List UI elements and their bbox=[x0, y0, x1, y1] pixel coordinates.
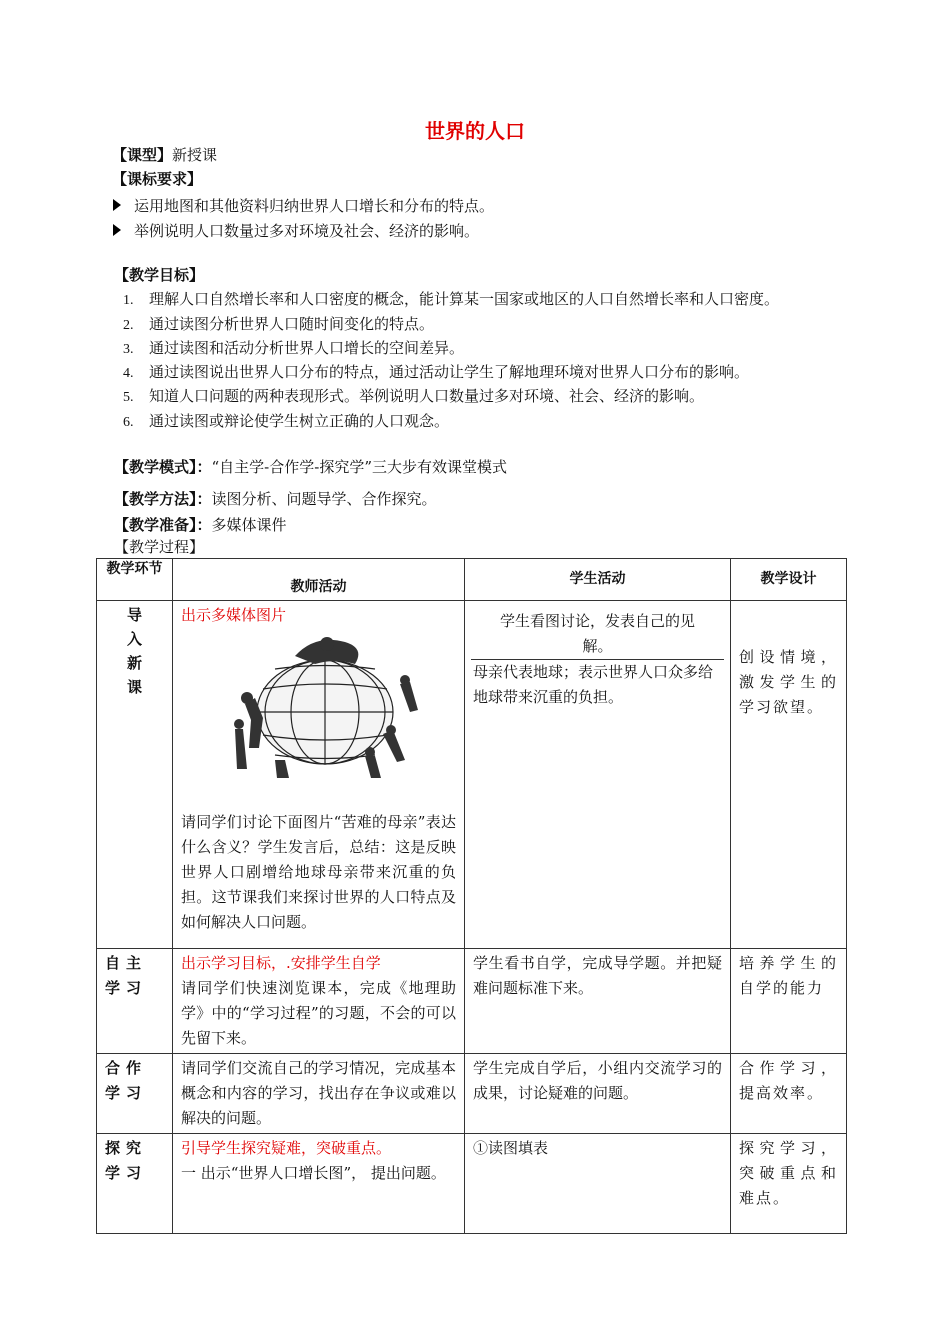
table-row bbox=[97, 1054, 847, 1134]
course-type-label: 【课型】 bbox=[112, 146, 173, 164]
teacher-cell bbox=[173, 1134, 465, 1234]
objective-number: 1. bbox=[123, 293, 134, 308]
objective-item bbox=[123, 410, 449, 431]
prep-label: 【教学准备】： bbox=[114, 516, 212, 534]
student-cell: ①读图填表 bbox=[465, 1134, 731, 1234]
design-cell: 创设情境，激发学生的学习欲望。 bbox=[731, 601, 847, 949]
objective-item bbox=[123, 337, 464, 358]
objective-number: 5. bbox=[123, 390, 134, 405]
course-type-value: 新授课 bbox=[172, 146, 218, 164]
prep-value: 多媒体课件 bbox=[211, 516, 287, 534]
objective-item bbox=[123, 288, 779, 309]
objective-text: 通过读图或辩论使学生树立正确的人口观念。 bbox=[149, 412, 450, 430]
mode-line bbox=[114, 456, 507, 477]
mode-label: 【教学模式】： bbox=[114, 458, 212, 476]
stage-cell bbox=[97, 601, 173, 949]
stage-cell: 探究学习 bbox=[97, 1134, 173, 1234]
teacher-red-text: 出示学习目标，.安排学生自学 bbox=[181, 954, 381, 972]
objective-number: 3. bbox=[123, 342, 134, 357]
objective-text: 通过读图和活动分析世界人口增长的空间差异。 bbox=[149, 339, 465, 357]
standard-item bbox=[112, 195, 494, 216]
objective-item bbox=[123, 385, 704, 406]
objective-number: 2. bbox=[123, 318, 134, 333]
prep-line bbox=[114, 514, 287, 535]
bullet-icon bbox=[112, 199, 122, 211]
objective-number: 4. bbox=[123, 366, 134, 381]
table-row bbox=[97, 1134, 847, 1234]
standard-text: 运用地图和其他资料归纳世界人口增长和分布的特点。 bbox=[134, 197, 495, 215]
header-student: 学生活动 bbox=[465, 559, 731, 601]
teacher-red-text: 出示多媒体图片 bbox=[181, 606, 287, 624]
design-cell: 合作学习，提高效率。 bbox=[731, 1054, 847, 1134]
teacher-cell: 请同学们交流自己的学习情况，完成基本概念和内容的学习，找出存在争议或难以解决的问题。 bbox=[173, 1054, 465, 1134]
document-title: 世界的人口 bbox=[425, 119, 525, 143]
standard-item bbox=[112, 220, 479, 241]
student-cell: 学生看书自学，完成导学题。并把疑难问题标准下来。 bbox=[465, 949, 731, 1054]
table-header-row bbox=[97, 559, 847, 601]
stage-cell: 合作学习 bbox=[97, 1054, 173, 1134]
design-cell: 培养学生的自学的能力 bbox=[731, 949, 847, 1054]
bullet-icon bbox=[112, 224, 122, 236]
objective-item bbox=[123, 361, 749, 382]
table-row bbox=[97, 949, 847, 1054]
course-type-line bbox=[112, 144, 217, 165]
teacher-cell bbox=[173, 601, 465, 949]
method-value: 读图分析、问题导学、合作探究。 bbox=[211, 490, 437, 508]
standards-label: 【课标要求】 bbox=[112, 170, 203, 188]
header-stage: 教学环节 bbox=[97, 559, 173, 601]
student-cell bbox=[465, 601, 731, 949]
teaching-process-table bbox=[96, 558, 847, 1234]
objective-text: 知道人口问题的两种表现形式。举例说明人口数量过多对环境、社会、经济的影响。 bbox=[149, 387, 705, 405]
header-teacher: 教师活动 bbox=[173, 559, 465, 601]
objective-text: 通过读图分析世界人口随时间变化的特点。 bbox=[149, 315, 435, 333]
mode-value: “自主学-合作学-探究学”三大步有效课堂模式 bbox=[211, 458, 507, 476]
student-cell: 学生完成自学后，小组内交流学习的成果，讨论疑难的问题。 bbox=[465, 1054, 731, 1134]
design-cell: 探究学习，突破重点和难点。 bbox=[731, 1134, 847, 1234]
teacher-text: 请同学们讨论下面图片“苦难的母亲”表达什么含义？学生发言后，总结：这是反映世界人口剧增给地球母亲带来沉重的负担。这节课我们来探讨世界的人口特点及如何解决人口问题。 bbox=[181, 813, 456, 931]
stage-cell: 自主学习 bbox=[97, 949, 173, 1054]
teacher-red-text: 引导学生探究疑难，突破重点。 bbox=[181, 1139, 392, 1157]
process-heading bbox=[114, 536, 204, 557]
standards-heading bbox=[112, 168, 202, 189]
student-bottom-text: 母亲代表地球；表示世界人口众多给地球带来沉重的负担。 bbox=[473, 663, 714, 706]
suffering-mother-illustration bbox=[215, 634, 425, 784]
student-top-text: 学生看图讨论，发表自己的见解。 bbox=[499, 612, 695, 655]
objectives-label: 【教学目标】 bbox=[114, 266, 205, 284]
teacher-text: 请同学们快速浏览课本，完成《地理助学》中的“学习过程”的习题，不会的可以先留下来。 bbox=[181, 979, 456, 1047]
table-row bbox=[97, 601, 847, 949]
teacher-cell bbox=[173, 949, 465, 1054]
header-design: 教学设计 bbox=[731, 559, 847, 601]
standard-text: 举例说明人口数量过多对环境及社会、经济的影响。 bbox=[134, 222, 480, 240]
teacher-text: 一 出示“世界人口增长图”， 提出问题。 bbox=[181, 1164, 446, 1182]
objective-text: 通过读图说出世界人口分布的特点，通过活动让学生了解地理环境对世界人口分布的影响。 bbox=[149, 363, 750, 381]
objective-item bbox=[123, 313, 434, 334]
method-label: 【教学方法】： bbox=[114, 490, 212, 508]
objective-number: 6. bbox=[123, 415, 134, 430]
stage-label: 导入新课 bbox=[126, 606, 142, 696]
objective-text: 理解人口自然增长率和人口密度的概念，能计算某一国家或地区的人口自然增长率和人口密度。 bbox=[149, 290, 780, 308]
objectives-heading bbox=[114, 264, 204, 285]
method-line bbox=[114, 488, 437, 509]
process-label: 【教学过程】 bbox=[114, 538, 205, 556]
